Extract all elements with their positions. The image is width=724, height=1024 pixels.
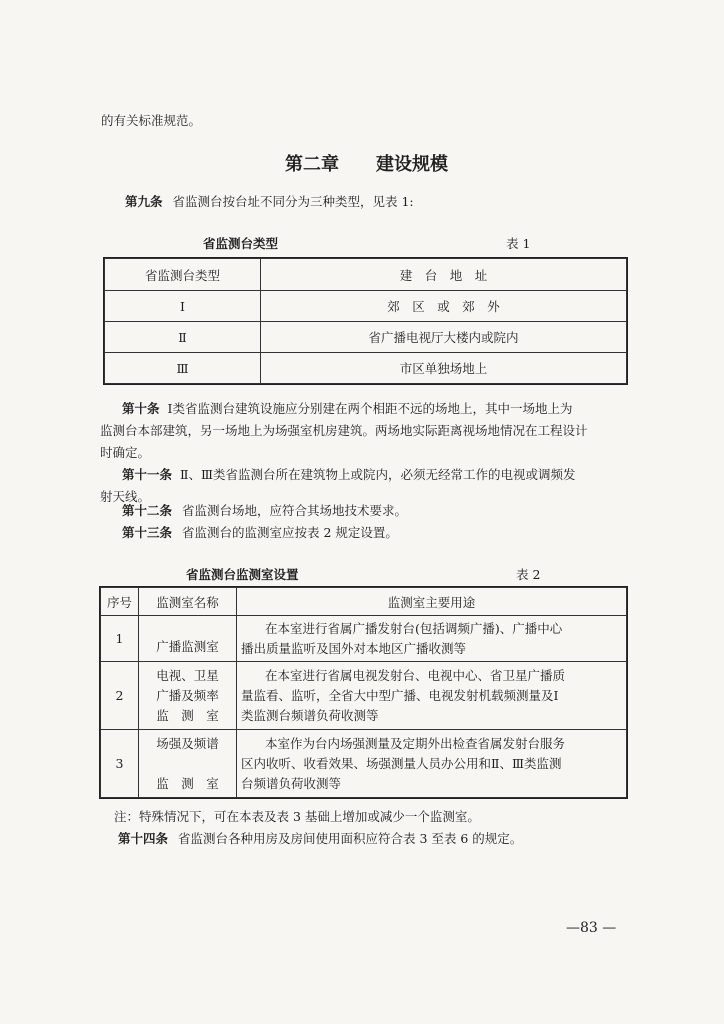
chapter-title: 建设规模 (376, 154, 448, 175)
table2-header-use: 监测室主要用途 (237, 588, 627, 616)
table2-no-cell: 1 (101, 616, 139, 662)
article-9-label: 第九条 (125, 194, 163, 209)
table2-number: 表 2 (516, 567, 541, 582)
table1-header-address: 建 台 地 址 (261, 259, 627, 291)
table2-caption: 省监测台监测室设置 (186, 567, 299, 582)
article-11 (100, 464, 640, 508)
article-13-text: 省监测台的监测室应按表 2 规定设置。 (182, 525, 398, 540)
table2-use-line: 类监测台频谱负荷收测等 (241, 707, 379, 723)
table-row (101, 616, 627, 662)
article-10-label: 第十条 (122, 401, 160, 416)
table2-name-line: 电视、卫星 (156, 667, 219, 683)
table-row (105, 291, 627, 322)
article-11-line: Ⅱ、Ⅲ类省监测台所在建筑物上或院内，必须无经常工作的电视或调频发 (180, 467, 576, 482)
table1-type-cell: Ⅰ (105, 291, 261, 322)
article-10-line: Ⅰ类省监测台建筑设施应分别建在两个相距不远的场地上，其中一场地上为 (167, 401, 573, 416)
continuation-line: 的有关标准规范。 (101, 113, 202, 128)
table2-no-cell: 3 (101, 730, 139, 798)
article-10 (100, 398, 640, 464)
table2-use-line: 在本室进行省属电视发射台、电视中心、省卫星广播质 (265, 667, 566, 683)
table2 (100, 587, 627, 798)
table2-use-cell (237, 662, 627, 730)
table2-use-cell (237, 616, 627, 662)
table-note: 注：特殊情况下，可在本表及表 3 基础上增加或减少一个监测室。 (114, 809, 480, 824)
table2-header-no: 序号 (101, 588, 139, 616)
table2-name-cell (139, 730, 237, 798)
table2-name-line: 监 测 室 (156, 775, 219, 791)
table2-name-line: 场强及频谱 (156, 735, 219, 751)
table1-header-row (105, 259, 627, 291)
table1 (104, 258, 627, 384)
table-row (105, 322, 627, 353)
table2-name-line: 监 测 室 (156, 707, 219, 723)
article-13-label: 第十三条 (122, 525, 173, 540)
table2-use-line: 区内收听、收看效果、场强测量人员办公用和Ⅱ、Ⅲ类监测 (241, 755, 562, 771)
article-9-text: 省监测台按台址不同分为三种类型，见表 1: (172, 194, 414, 209)
table2-use-line: 播出质量监听及国外对本地区广播收测等 (241, 640, 467, 656)
table2-name-cell (139, 616, 237, 662)
table1-type-cell: Ⅲ (105, 353, 261, 384)
article-10-line: 监测台本部建筑，另一场地上为场强室机房建筑。两场地实际距离视场地情况在工程设计 (100, 423, 588, 438)
article-11-label: 第十一条 (122, 467, 173, 482)
table2-name-line: 广播及频率 (156, 687, 219, 703)
table1-caption: 省监测台类型 (203, 236, 279, 251)
table-row (101, 730, 627, 798)
table2-use-line: 量监看、监听，全省大中型广播、电视发射机载频测量及Ⅰ (241, 687, 559, 703)
article-10-line: 时确定。 (100, 445, 151, 460)
article-14-text: 省监测台各种用房及房间使用面积应符合表 3 至表 6 的规定。 (178, 831, 523, 846)
table2-use-line: 在本室进行省属广播发射台(包括调频广播)、广播中心 (265, 620, 563, 636)
table-row (105, 353, 627, 384)
article-12-label: 第十二条 (122, 503, 173, 518)
page-number: —83 — (566, 920, 617, 936)
table2-use-line: 台频谱负荷收测等 (241, 775, 342, 791)
table2-use-cell (237, 730, 627, 798)
table2-name-cell (139, 662, 237, 730)
article-11-line: 射天线。 (100, 489, 151, 504)
article-12-text: 省监测台场地，应符合其场地技术要求。 (182, 503, 408, 518)
chapter-number: 第二章 (285, 154, 339, 175)
table2-name-line (139, 754, 236, 774)
table1-address-cell: 市区单独场地上 (261, 353, 627, 384)
table2-header-name: 监测室名称 (139, 588, 237, 616)
table2-name-line: 广播监测室 (156, 638, 219, 654)
table1-header-type: 省监测台类型 (105, 259, 261, 291)
table2-no-cell: 2 (101, 662, 139, 730)
table-row (101, 662, 627, 730)
table1-address-cell: 省广播电视厅大楼内或院内 (261, 322, 627, 353)
table1-address-cell: 郊 区 或 郊 外 (261, 291, 627, 322)
article-14-label: 第十四条 (118, 831, 169, 846)
table2-header-row (101, 588, 627, 616)
table1-number: 表 1 (506, 236, 531, 251)
table1-type-cell: Ⅱ (105, 322, 261, 353)
table2-use-line: 本室作为台内场强测量及定期外出检查省属发射台服务 (265, 735, 566, 751)
